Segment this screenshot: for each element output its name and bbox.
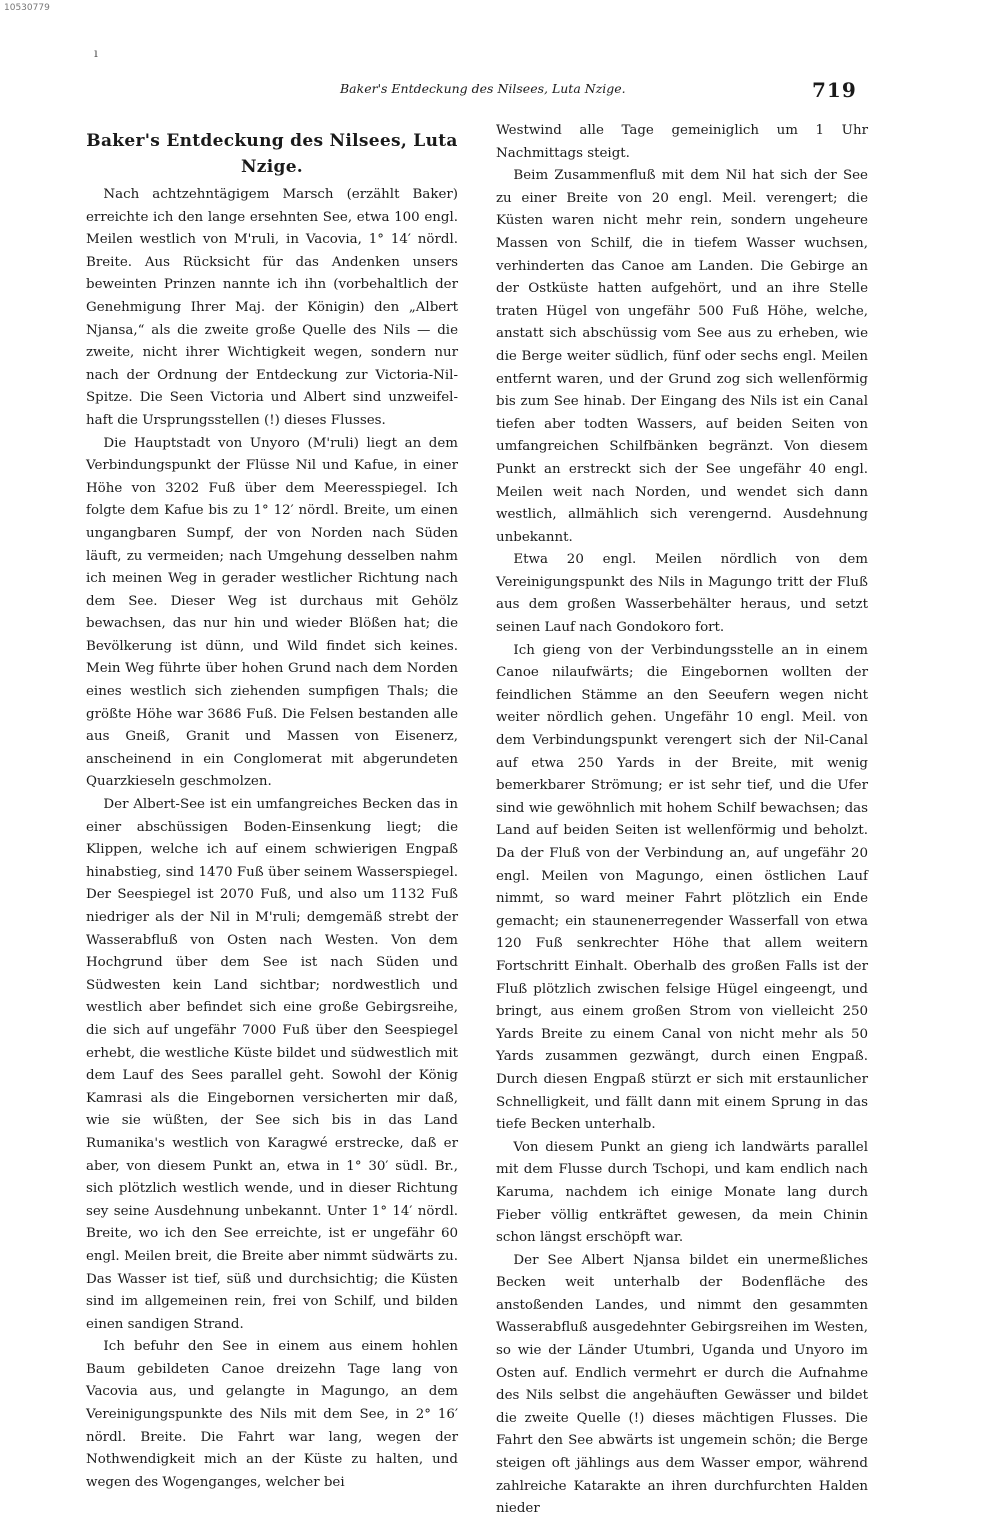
paragraph: Ich befuhr den See in einem aus einem hohlen Baum gebildeten Canoe dreizehn Tage lang von Vacovia aus, und gelangte in Magungo, an dem Vereinigungspunkte des Nils mit dem See, in 2° 16′ nördl. Breite. Die Fahrt war lang, wegen der Nothwendigkeit mich an der Küste zu halten, und wegen des Wogenganges, welcher bei: [86, 1339, 458, 1490]
paragraph-continuation: Westwind alle Tage gemeiniglich um 1 Uhr Nachmittags steigt.: [496, 123, 868, 161]
running-head: Baker's Entdeckung des Nilsees, Luta Nzige.: [340, 81, 626, 96]
paragraph: Der Albert-See ist ein umfangreiches Becken das in einer abschüssigen Boden-Einsenkung liegt; die Klippen, welche ich auf einem schwierigen Engpaß hinabstieg, sind 1470 Fuß über seinem Wasserspiegel. Der Seespiegel ist 2070 Fuß, und also um 1132 Fuß niedriger als der Nil in M'ruli; demgemäß strebt der Wasserabfluß von Osten nach Westen. Von dem Hochgrund über dem See ist nach Süden und Südwesten kein Land sichtbar; nordwestlich und westlich aber befindet sich eine große Gebirgsreihe, die sich auf ungefähr 7000 Fuß über den Seespiegel erhebt, die westliche Küste bildet und südwestlich mit dem Lauf des Sees parallel geht. Sowohl der König Kamrasi als die Eingebornen versicherten mir daß, wie sie wüßten, der See sich bis in das Land Rumanika's westlich von Karagwé erstrecke, daß er aber, von diesem Punkt an, etwa in 1° 30′ südl. Br., sich plötzlich westlich wende, und in dieser Richtung sey seine Ausdehnung unbekannt. Unter 1° 14′ nördl. Breite, wo ich den See erreichte, ist er ungefähr 60 engl. Meilen breit, die Breite aber nimmt südwärts zu. Das Wasser ist tief, süß und durchsichtig; die Küsten sind im allgemeinen rein, frei von Schilf, und bilden einen sandigen Strand.: [86, 797, 458, 1332]
paragraph: Etwa 20 engl. Meilen nördlich von dem Vereinigungspunkt des Nils in Magungo tritt der Fluß aus dem großen Wasserbehälter heraus, und setzt seinen Lauf nach Gondokoro fort.: [496, 552, 868, 636]
paragraph: Beim Zusammenfluß mit dem Nil hat sich der See zu einer Breite von 20 engl. Meil. verengert; die Küsten waren nicht mehr rein, sondern ungeheure Massen von Schilf, die in tiefem Wasser wuchsen, verhinderten das Canoe am Landen. Die Gebirge an der Ostküste hatten aufgehört, und an ihre Stelle traten Hügel von ungefähr 500 Fuß Höhe, welche, anstatt sich abschüssig vom See aus zu erheben, wie die Berge weiter südlich, fünf oder sechs engl. Meilen entfernt waren, und der Grund zog sich wellenförmig bis zum See hinab. Der Eingang des Nils ist ein Canal tiefen aber todten Wassers, auf beiden Seiten von umfangreichen Schilfbänken begränzt. Von diesem Punkt an erstreckt sich der See ungefähr 40 engl. Meilen weit nach Norden, und wendet sich dann westlich, allmählich sich verengernd. Ausdehnung unbekannt.: [496, 168, 868, 545]
stray-mark: ı: [94, 46, 98, 60]
paragraph: Der See Albert Njansa bildet ein unermeßliches Becken weit unterhalb der Bodenfläche des anstoßenden Landes, und nimmt den gesammten Wasserabfluß ausgedehnter Gebirgsreihen im Westen, so wie der Länder Utumbri, Uganda und Unyoro im Osten auf. Endlich vermehrt er durch die Aufnahme des Nils selbst die angehäuften Gewässer und bildet die zweite Quelle (!) dieses mächtigen Flusses. Die Fahrt den See abwärts ist ungemein schön; die Berge steigen oft jählings aus dem Wasser empor, während zahlreiche Katarakte an ihren durchfurchten Halden nieder: [496, 1252, 868, 1517]
page-number: 719: [812, 78, 857, 102]
paragraph: Die Hauptstadt von Unyoro (M'ruli) liegt an dem Verbindungspunkt der Flüsse Nil und Kafue, in einer Höhe von 3202 Fuß über dem Meeresspiegel. Ich folgte dem Kafue bis zu 1° 12′ nördl. Breite, um einen ungangbaren Sumpf, der von Norden nach Süden läuft, zu vermeiden; nach Umgehung desselben nahm ich meinen Weg in gerader westlicher Richtung nach dem See. Dieser Weg ist durchaus mit Gehölz bewachsen, das nur hin und wieder Blößen hat; die Bevölkerung ist dünn, und Wild findet sich keines. Mein Weg führte über hohen Grund nach dem Norden eines westlich sich ziehenden sumpfigen Thals; die größte Höhe war 3686 Fuß. Die Felsen bestanden alle aus Gneiß, Granit und Massen von Eisenerz, anscheinend in ein Conglomerat mit abgerundeten Quarzkieseln geschmolzen.: [86, 435, 458, 790]
right-column: [496, 120, 868, 1521]
page-id: 10530779: [4, 3, 50, 13]
paragraph: Ich gieng von der Verbindungsstelle an in einem Canoe nilaufwärts; die Eingebornen wollten der feindlichen Stämme an den Seeufern wegen nicht weiter nördlich gehen. Ungefähr 10 engl. Meil. von dem Verbindungspunkt verengert sich der Nil-Canal auf etwa 250 Yards in der Breite, mit wenig bemerkbarer Strömung; er ist sehr tief, und die Ufer sind wie gewöhnlich mit hohem Schilf bewachsen; das Land auf beiden Seiten ist wellenförmig und beholzt. Da der Fluß von der Verbindung an, auf ungefähr 20 engl. Meilen von Magungo, einen östlichen Lauf nimmt, so ward meiner Fahrt plötzlich ein Ende gemacht; ein staunenerregender Wasserfall von etwa 120 Fuß senkrechter Höhe that allem weitern Fortschritt Einhalt. Oberhalb des großen Falls ist der Fluß plötzlich zwischen felsige Hügel eingeengt, und bringt, aus einem großen Strom von vielleicht 250 Yards Breite zu einem Canal von nicht mehr als 50 Yards zusammen gezwängt, durch einen Engpaß. Durch diesen Engpaß stürzt er sich mit erstaunlicher Schnelligkeit, und fällt dann mit einem Sprung in das tiefe Becken unterhalb.: [496, 642, 868, 1133]
paragraph: Nach achtzehntägigem Marsch (erzählt Baker) erreichte ich den lange ersehnten See, etwa 100 engl. Meilen westlich von M'ruli, in Vacovia, 1° 14′ nördl. Breite. Aus Rücksicht für das Andenken unsers beweinten Prinzen nannte ich ihn (vorbehaltlich der Genehmigung Ihrer Maj. der Königin) den „Albert Njansa,“ als die zweite große Quelle des Nils — die zweite, nicht ihrer Wichtigkeit wegen, sondern nur nach der Ordnung der Entdeckung zur Victoria-Nil-Spitze. Die Seen Victoria und Albert sind unzweifelhaft die Ursprungsstellen (!) dieses Flusses.: [86, 187, 458, 428]
paragraph: Von diesem Punkt an gieng ich landwärts parallel mit dem Flusse durch Tschopi, und kam endlich nach Karuma, nachdem ich einige Monate lang durch Fieber völlig entkräftet gewesen, da mein Chinin schon längst erschöpft war.: [496, 1139, 868, 1246]
article-title: Baker's Entdeckung des Nilsees, Luta Nzige.: [86, 131, 458, 177]
left-column: [86, 128, 458, 1494]
